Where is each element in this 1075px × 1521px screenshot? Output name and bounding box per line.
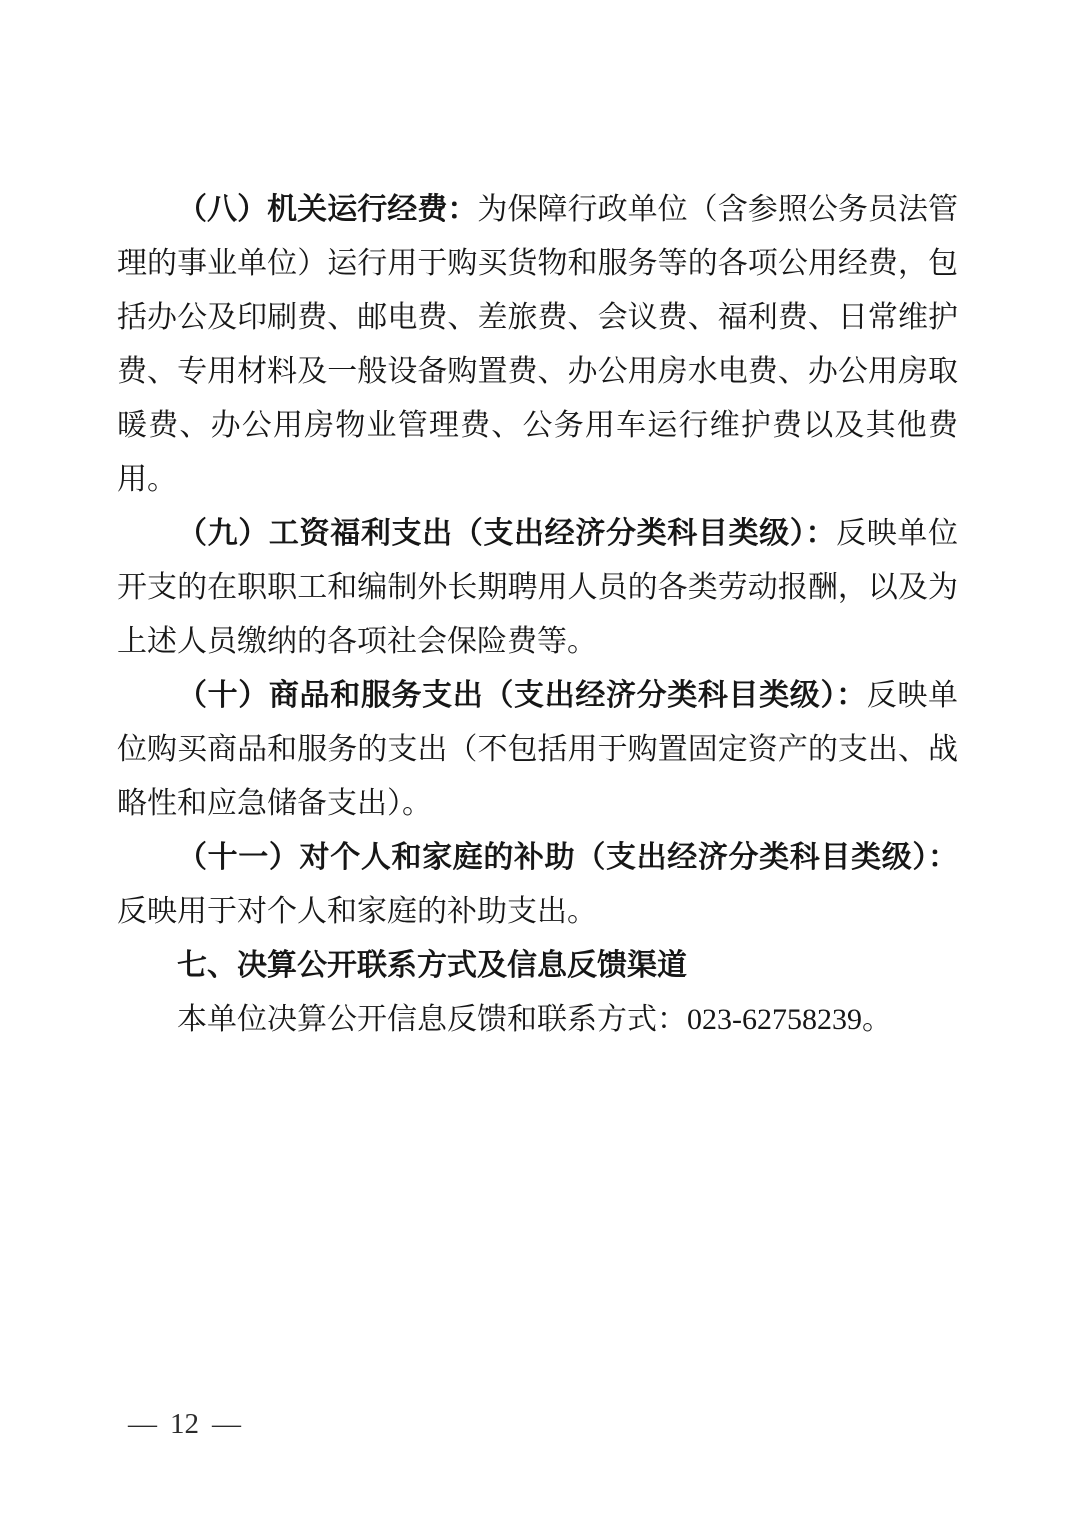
page-number-dash-left: — [128, 1408, 157, 1440]
paragraph-9-lead: （九）工资福利支出（支出经济分类科目类级）： [177, 517, 837, 550]
paragraph-10-goods-services-expenditure [117, 669, 958, 831]
paragraph-11-lead: （十一）对个人和家庭的补助（支出经济分类科目类级）： [177, 841, 958, 874]
contact-phone-number: 023-62758239 [687, 1003, 862, 1036]
paragraph-11-subsidies-individuals-families [117, 831, 958, 939]
page-number-footer [128, 1406, 241, 1442]
page-number-value: 12 [170, 1408, 199, 1440]
contact-suffix: 。 [862, 1003, 892, 1036]
paragraph-10-lead: （十）商品和服务支出（支出经济分类科目类级）： [177, 679, 867, 712]
paragraph-8-agency-operating-funds [117, 183, 958, 507]
paragraph-8-lead: （八）机关运行经费： [177, 193, 478, 226]
contact-prefix: 本单位决算公开信息反馈和联系方式： [177, 1003, 687, 1036]
paragraph-10-text: 反映单位购买商品和服务的支出（不包括用于购置固定资产的支出、战略性和应急储备支出）。 [117, 679, 959, 820]
paragraph-8-text: 为保障行政单位（含参照公务员法管理的事业单位）运行用于购买货物和服务等的各项公用经费，包括办公及印刷费、邮电费、差旅费、会议费、福利费、日常维护费、专用材料及一般设备购置费、办公用房水电费、办公用房取暖费、办公用房物业管理费、公务用车运行维护费以及其他费用。 [117, 193, 959, 496]
paragraph-9-salary-welfare-expenditure [117, 507, 958, 669]
page-number-dash-right: — [212, 1408, 241, 1440]
paragraph-9-text: 反映单位开支的在职职工和编制外长期聘用人员的各类劳动报酬，以及为上述人员缴纳的各项社会保险费等。 [117, 517, 959, 658]
paragraph-11-text: 反映用于对个人和家庭的补助支出。 [117, 895, 597, 928]
section-heading-contact-feedback: 七、决算公开联系方式及信息反馈渠道 [177, 949, 687, 982]
document-body [117, 183, 958, 1047]
contact-info-line [117, 993, 958, 1047]
